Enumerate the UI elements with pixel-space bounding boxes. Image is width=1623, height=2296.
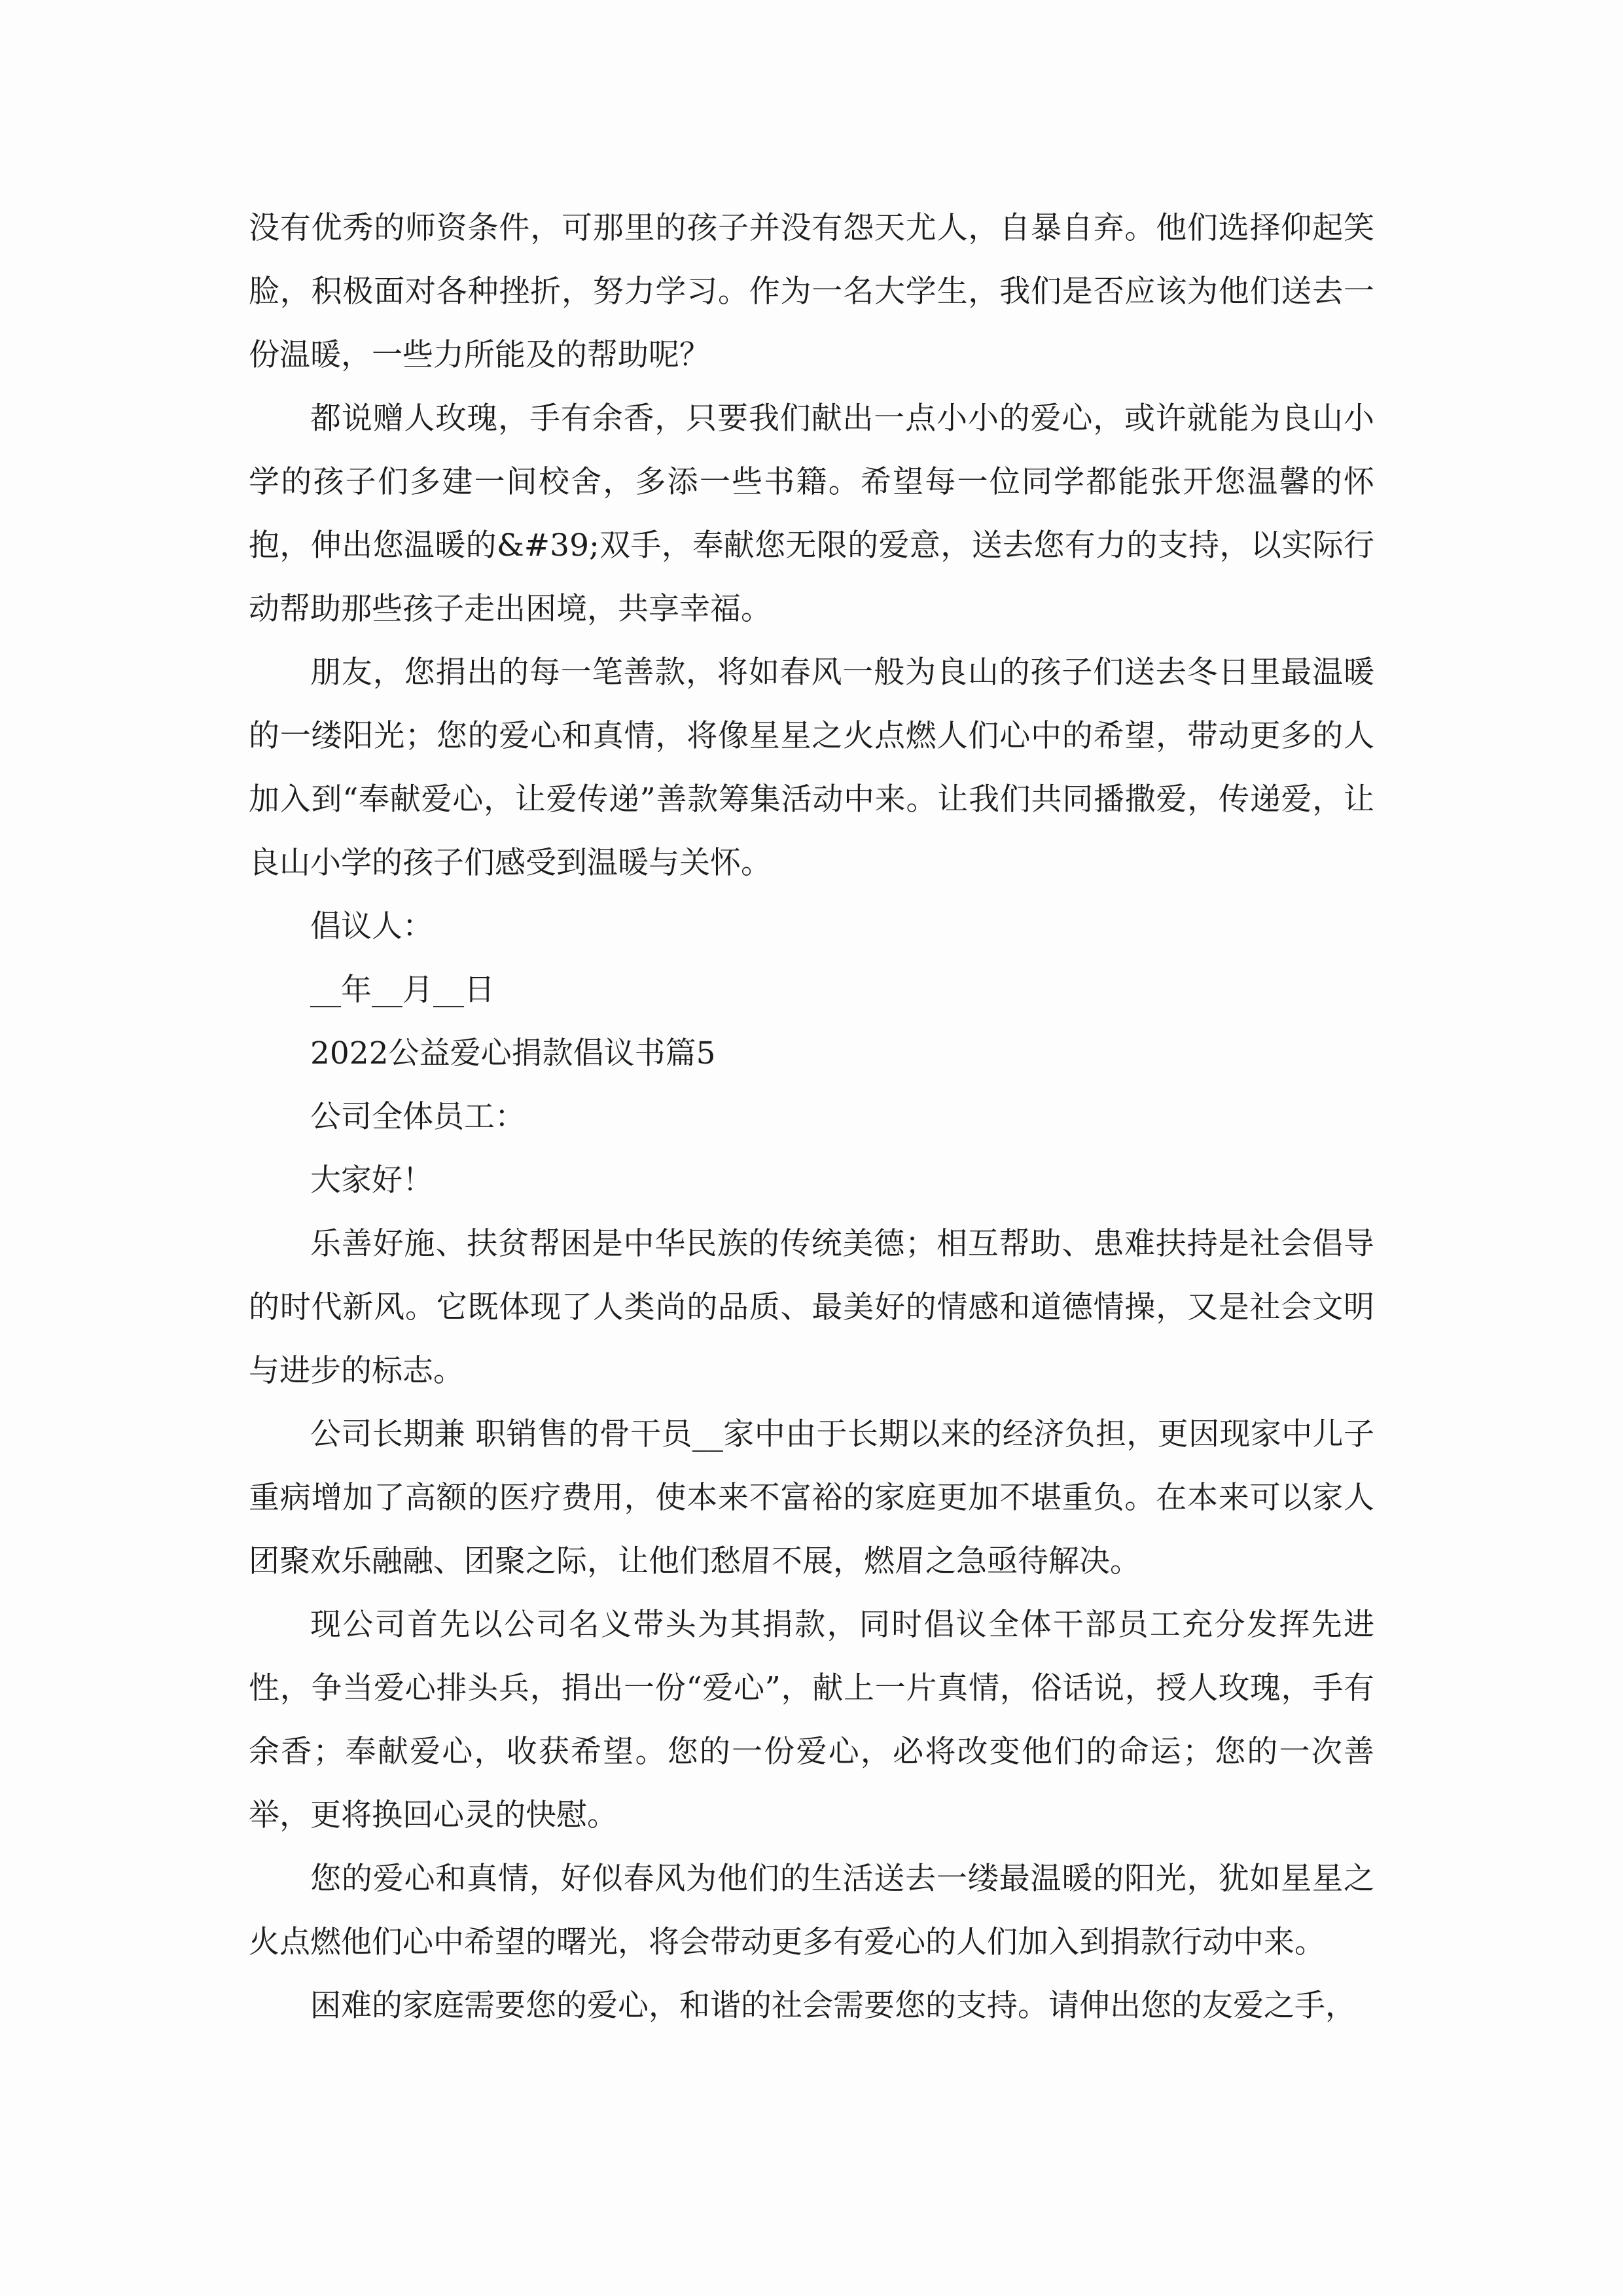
paragraph-3: 朋友，您捐出的每一笔善款，将如春风一般为良山的孩子们送去冬日里最温暖的一缕阳光；您的爱心和真情，将像星星之火点燃人们心中的希望，带动更多的人加入到“奉献爱心，让爱传递”善款筹集活动中来。让我们共同播撒爱，传递爱，让良山小学的孩子们感受到温暖与关怀。 — [249, 655, 1374, 881]
paragraph-2: 都说赠人玫瑰，手有余香，只要我们献出一点小小的爱心，或许就能为良山小学的孩子们多建一间校舍，多添一些书籍。希望每一位同学都能张开您温馨的怀抱，伸出您温暖的&#39;双手，奉献您无限的爱意，送去您有力的支持，以实际行动帮助那些孩子走出困境，共享幸福。 — [249, 401, 1374, 627]
paragraph-4: 乐善好施、扶贫帮困是中华民族的传统美德；相互帮助、患难扶持是社会倡导的时代新风。它既体现了人类尚的品质、最美好的情感和道德情操，又是社会文明与进步的标志。 — [249, 1226, 1374, 1389]
greeting: 大家好！ — [310, 1162, 433, 1198]
paragraph-1: 没有优秀的师资条件，可那里的孩子并没有怨天尤人，自暴自弃。他们选择仰起笑脸，积极面对各种挫折，努力学习。作为一名大学生，我们是否应该为他们送去一份温暖，一些力所能及的帮助呢？ — [249, 210, 1374, 373]
date-line: __年__月__日 — [310, 972, 495, 1008]
paragraph-5: 公司长期兼 职销售的骨干员__家中由于长期以来的经济负担，更因现家中儿子重病增加了高额的医疗费用，使本来不富裕的家庭更加不堪重负。在本来可以家人团聚欢乐融融、团聚之际，让他们愁眉不展，燃眉之急亟待解决。 — [249, 1416, 1374, 1579]
paragraph-8: 困难的家庭需要您的爱心，和谐的社会需要您的支持。请伸出您的友爱之手， — [310, 1988, 1356, 2024]
salutation: 公司全体员工： — [310, 1099, 526, 1135]
paragraph-6: 现公司首先以公司名义带头为其捐款，同时倡议全体干部员工充分发挥先进性，争当爱心排头兵，捐出一份“爱心”，献上一片真情，俗话说，授人玫瑰，手有余香；奉献爱心，收获希望。您的一份爱心，必将改变他们的命运；您的一次善举，更将换回心灵的快慰。 — [249, 1607, 1374, 1833]
section-title: 2022公益爱心捐款倡议书篇5 — [310, 1035, 716, 1071]
paragraph-7: 您的爱心和真情，好似春风为他们的生活送去一缕最温暖的阳光，犹如星星之火点燃他们心中希望的曙光，将会带动更多有爱心的人们加入到捐款行动中来。 — [249, 1861, 1374, 1960]
document-body — [249, 196, 1374, 2037]
proposer-label: 倡议人： — [310, 908, 433, 944]
